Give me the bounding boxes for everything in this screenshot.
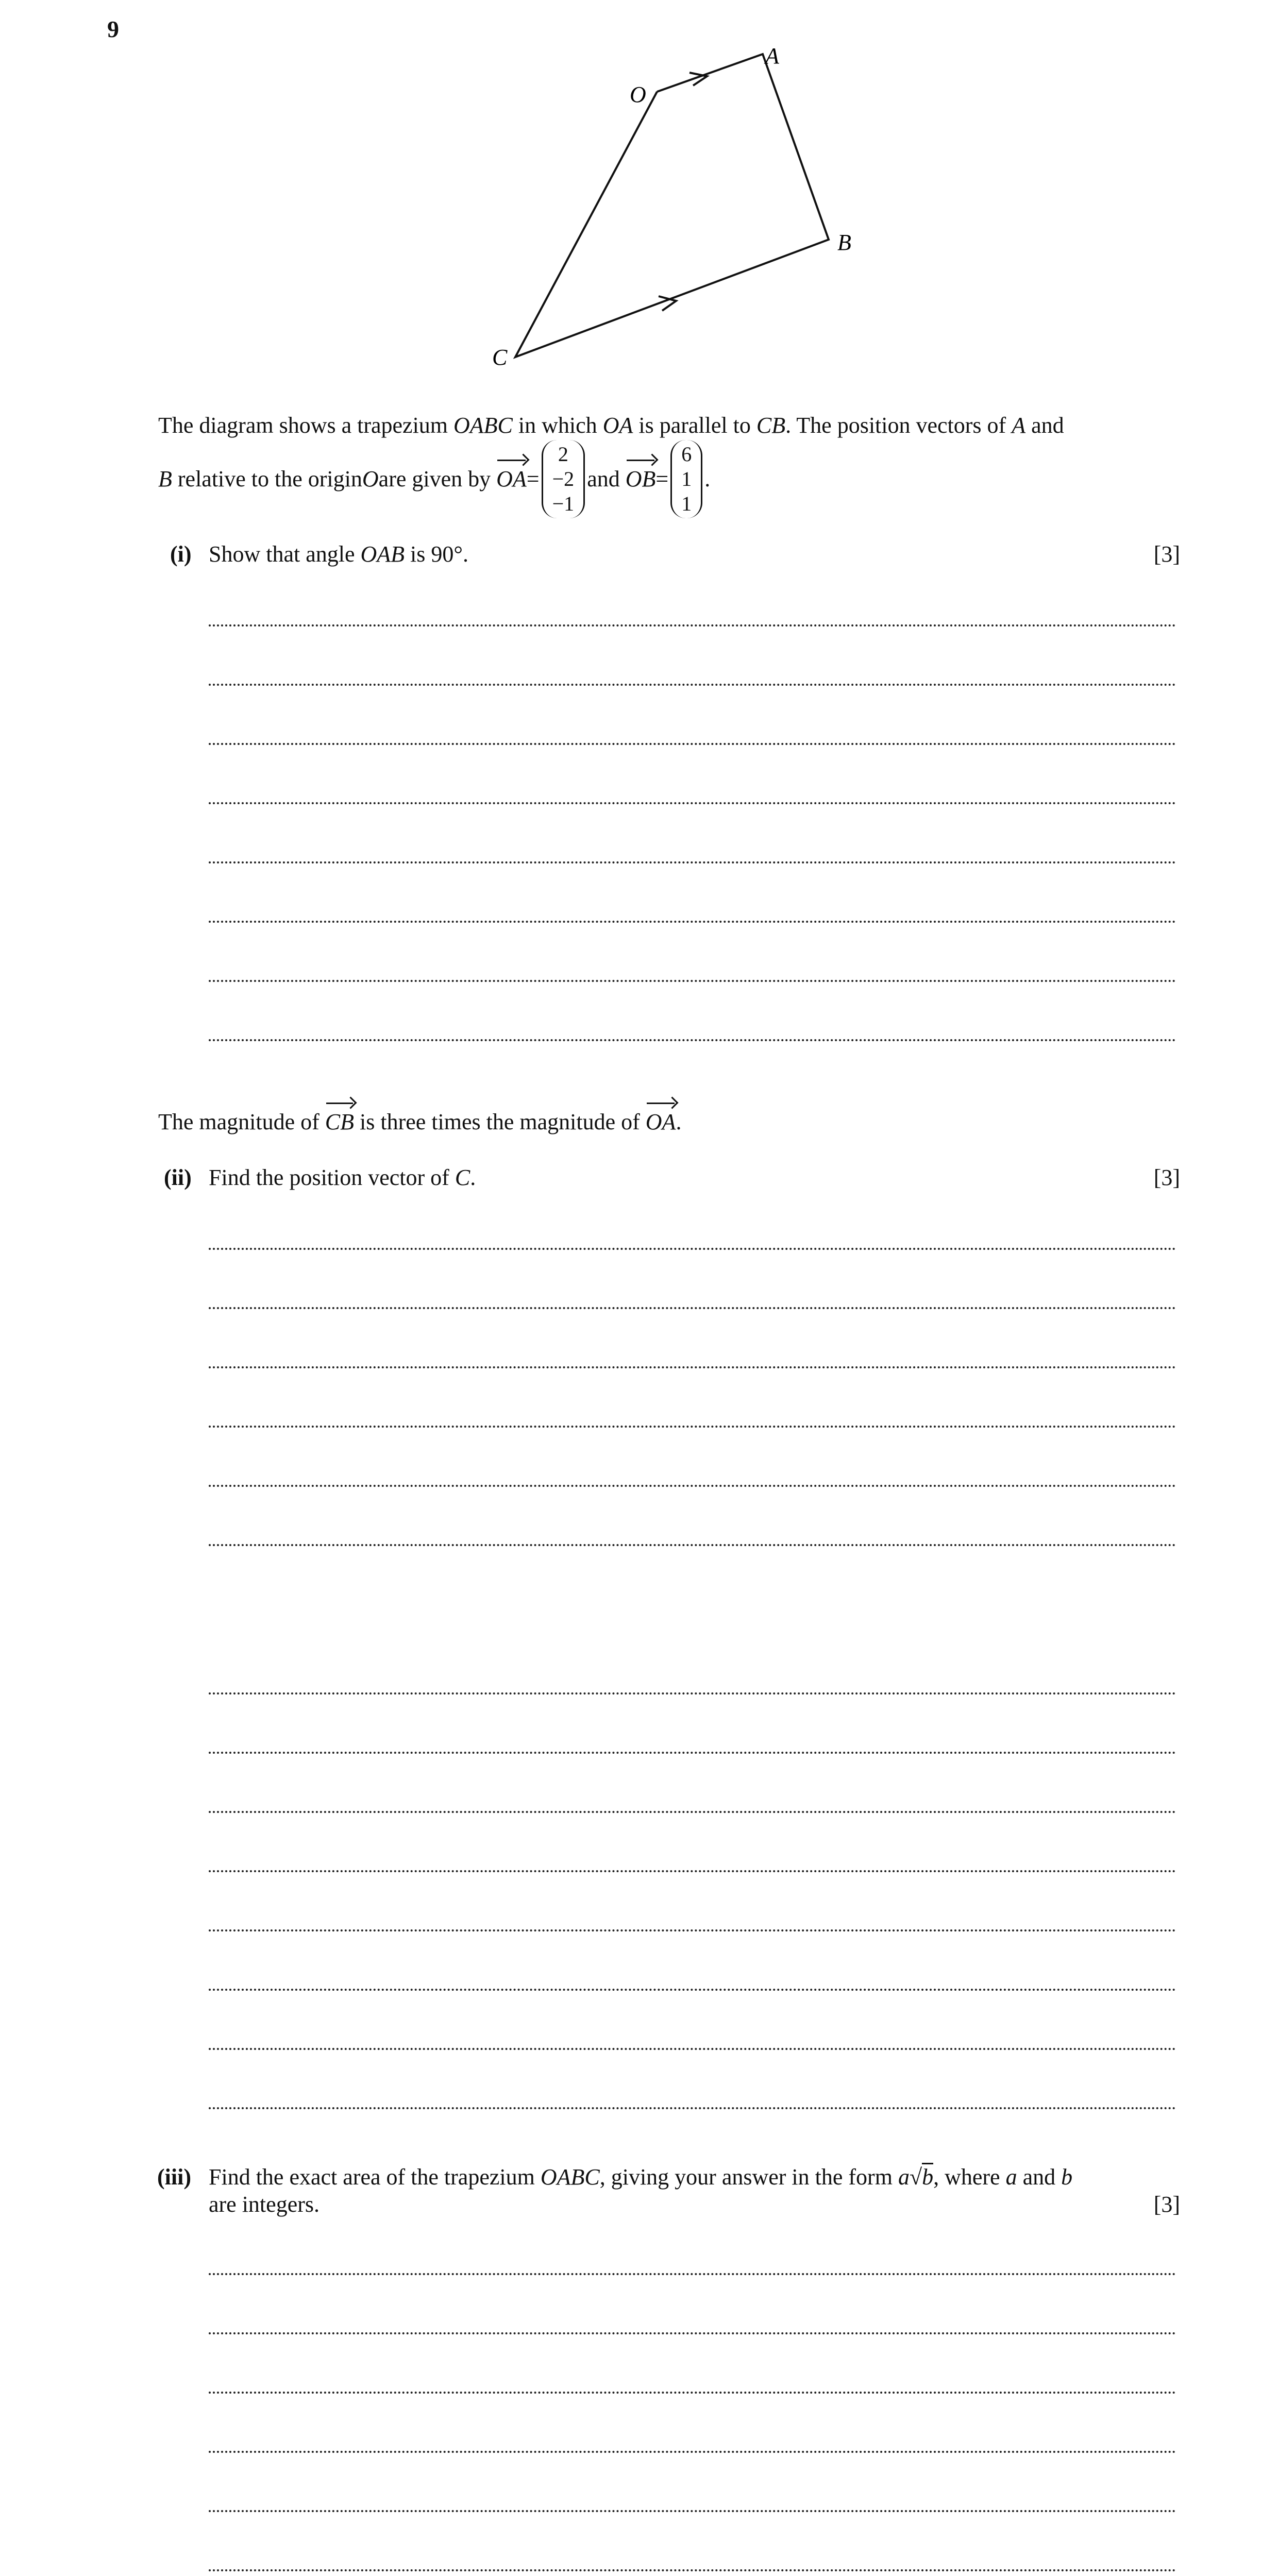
answer-line[interactable] xyxy=(209,1544,1176,1546)
column-vector-ob: 6 1 1 xyxy=(670,440,702,518)
answer-line[interactable] xyxy=(209,624,1176,626)
label-o: O xyxy=(630,82,646,107)
part-i-text: Show that angle OAB is 90°. xyxy=(209,541,468,567)
answer-line[interactable] xyxy=(209,1039,1176,1041)
answer-line[interactable] xyxy=(209,921,1176,923)
column-vector-oa: 2 −2 −1 xyxy=(542,440,585,518)
answer-line[interactable] xyxy=(209,980,1176,982)
answer-line[interactable] xyxy=(209,2332,1176,2334)
label-a: A xyxy=(765,43,779,69)
vector-cb-symbol: CB xyxy=(325,1107,354,1138)
intro-line-2: B relative to the origin O are given by OA = 2 −2 −1 and OB = 6 1 1 . xyxy=(158,440,1179,518)
answer-line[interactable] xyxy=(209,1426,1176,1428)
answer-line[interactable] xyxy=(209,1248,1176,1250)
sqrt-symbol: √ xyxy=(909,2164,922,2190)
part-iii-label: (iii) xyxy=(157,2164,191,2190)
magnitude-statement: The magnitude of CB is three times the magnitude of OA. xyxy=(158,1107,1179,1138)
part-i-marks: [3] xyxy=(1153,541,1180,567)
vector-ob-symbol: OB xyxy=(626,464,656,495)
answer-line[interactable] xyxy=(209,2569,1176,2571)
answer-line[interactable] xyxy=(209,2392,1176,2394)
answer-line[interactable] xyxy=(209,1870,1176,1872)
answer-line[interactable] xyxy=(209,743,1176,745)
answer-line[interactable] xyxy=(209,1811,1176,1813)
answer-line[interactable] xyxy=(209,1989,1176,1991)
answer-line[interactable] xyxy=(209,684,1176,686)
part-ii-marks: [3] xyxy=(1153,1165,1180,1190)
question-number: 9 xyxy=(107,16,119,42)
answer-line[interactable] xyxy=(209,2273,1176,2275)
part-ii-text: Find the position vector of C. xyxy=(209,1165,476,1190)
answer-line[interactable] xyxy=(209,2107,1176,2109)
answer-line[interactable] xyxy=(209,1366,1176,1368)
answer-line[interactable] xyxy=(209,2451,1176,2453)
part-ii-label: (ii) xyxy=(164,1165,192,1190)
part-iii-text: Find the exact area of the trapezium OABC, giving your answer in the form a√b, where a and b xyxy=(209,2164,1178,2190)
label-c: C xyxy=(492,345,508,370)
answer-line[interactable] xyxy=(209,1752,1176,1754)
part-iii-text-2: are integers. xyxy=(209,2192,320,2217)
label-b: B xyxy=(837,230,851,255)
part-i-label: (i) xyxy=(170,541,192,567)
vector-oa-symbol: OA xyxy=(496,464,527,495)
trapezium-diagram xyxy=(464,31,876,381)
answer-line[interactable] xyxy=(209,1485,1176,1487)
vector-oa-symbol: OA xyxy=(646,1107,676,1138)
intro-line-1: The diagram shows a trapezium OABC in which OA is parallel to CB. The position vectors of A and xyxy=(158,413,1064,438)
answer-line[interactable] xyxy=(209,1692,1176,1694)
answer-line[interactable] xyxy=(209,2510,1176,2512)
answer-line[interactable] xyxy=(209,1307,1176,1309)
answer-line[interactable] xyxy=(209,1929,1176,1931)
part-iii-marks: [3] xyxy=(1153,2192,1180,2217)
answer-line[interactable] xyxy=(209,802,1176,804)
answer-line[interactable] xyxy=(209,861,1176,863)
answer-line[interactable] xyxy=(209,2048,1176,2050)
trapezium-outline xyxy=(515,54,829,357)
